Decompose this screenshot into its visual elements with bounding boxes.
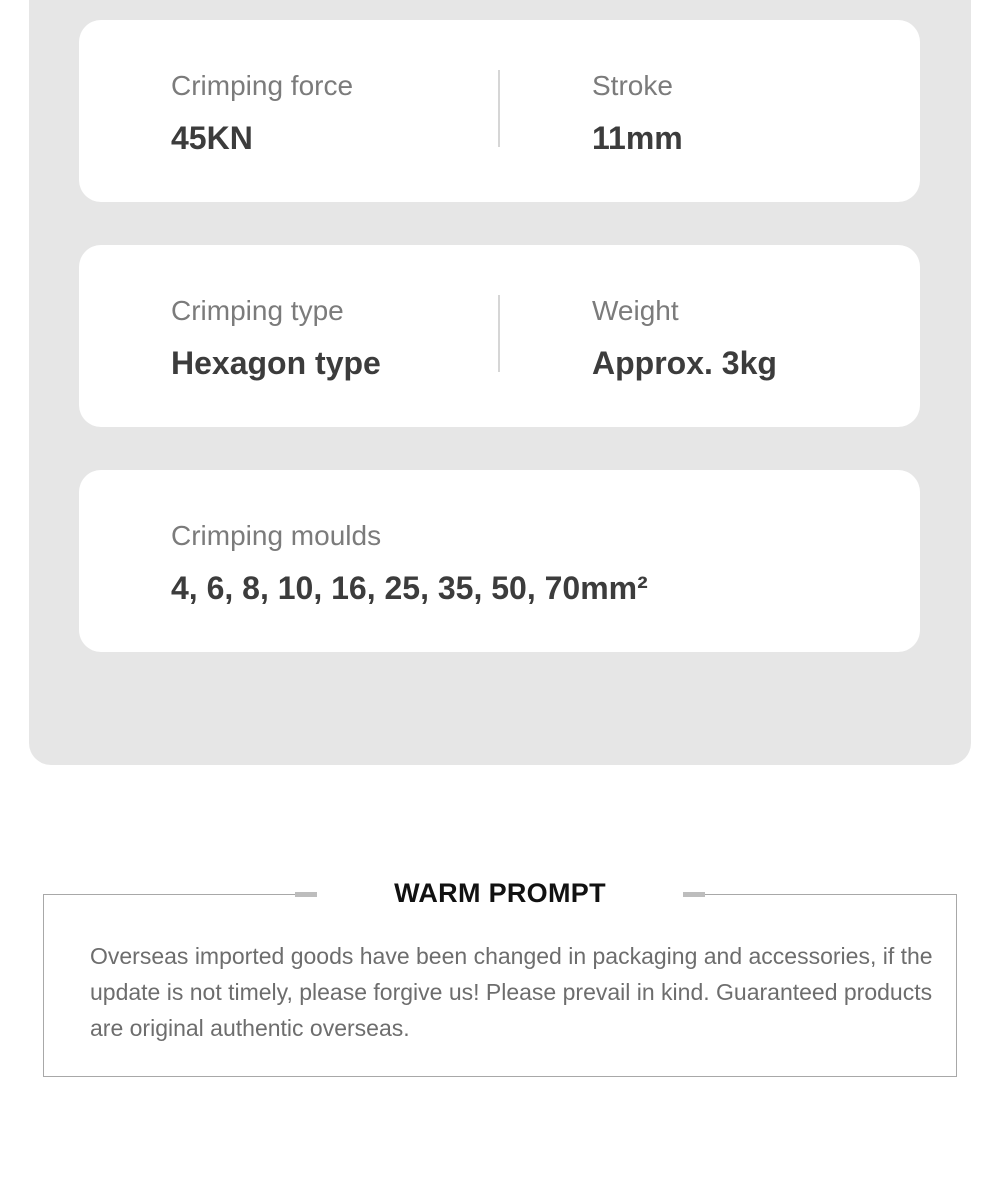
spec-card-force-stroke xyxy=(79,20,920,202)
spec-value: Hexagon type xyxy=(171,345,381,381)
spec-divider xyxy=(498,295,500,372)
spec-label: Crimping type xyxy=(171,295,344,326)
spec-label: Weight xyxy=(592,295,679,326)
spec-value: 45KN xyxy=(171,120,253,156)
spec-label: Crimping force xyxy=(171,70,354,101)
spec-card-moulds xyxy=(79,470,920,652)
spec-value: 4, 6, 8, 10, 16, 25, 35, 50, 70mm² xyxy=(171,570,648,606)
spec-divider xyxy=(498,70,500,147)
warm-prompt-text: Overseas imported goods have been changed in packaging and accessories, if the update is not timely, please forgive us! Please prevail in kind. Guaranteed products are original authentic overseas. xyxy=(90,943,933,1041)
spec-card-type-weight xyxy=(79,245,920,427)
spec-value: 11mm xyxy=(592,120,683,156)
spec-label: Crimping moulds xyxy=(171,520,382,551)
spec-label: Stroke xyxy=(592,70,673,101)
title-dash-right xyxy=(683,892,705,897)
title-dash-left xyxy=(295,892,317,897)
warm-prompt-title: WARM PROMPT xyxy=(394,878,606,908)
spec-value: Approx. 3kg xyxy=(592,345,777,381)
